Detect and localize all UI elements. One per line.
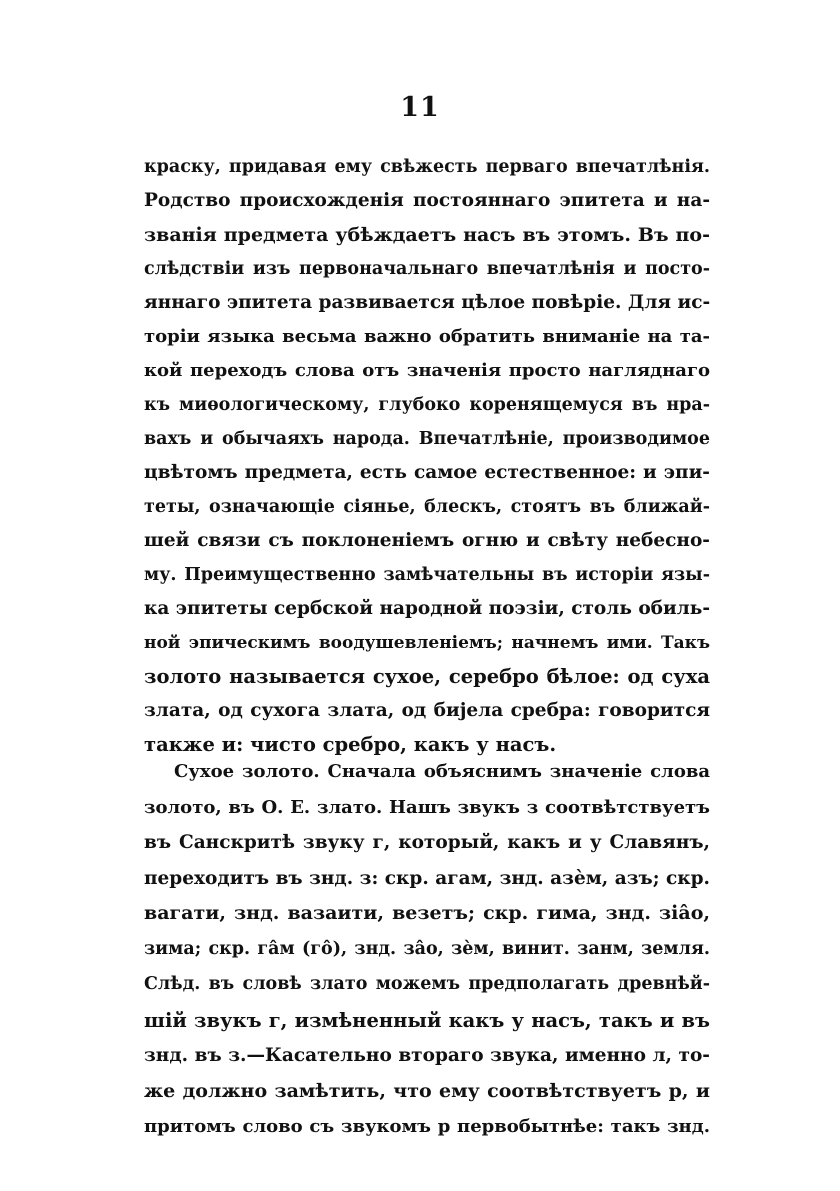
text-line: Слѣд. въ словѣ злато можемъ предполагать древнѣй- [144,974,710,994]
paragraph-1 [144,150,710,762]
text-line: Родство происхожденія постояннаго эпитета и на- [144,190,710,211]
text-line: му. Преимущественно замѣчательны въ исторіи язы- [144,565,710,585]
text-line: переходитъ въ знд. з: скр. агам, знд. азѐм, азъ; скр. [144,867,710,889]
text-line: золото, въ О. Е. злато. Нашъ звукъ з соотвѣтствуетъ [144,796,710,818]
text-line: въ Санскритѣ звуку г, который, какъ и у Славянъ, [144,832,710,853]
paragraph-2 [144,754,710,1145]
text-line: цвѣтомъ предмета, есть самое естественное: и эпи- [144,462,710,483]
text-line: краску, придавая ему свѣжесть перваго впечатлѣнія. [144,157,710,177]
text-line: ной эпическимъ воодушевленіемъ; начнемъ ими. Такъ [144,633,710,653]
text-line: притомъ слово съ звукомъ р первобытнѣе: такъ знд. [144,1116,710,1137]
text-line: званія предмета убѣждаетъ насъ въ этомъ. Въ по- [144,224,710,246]
text-line: слѣдствіи изъ первоначальнаго впечатлѣнія и посто- [144,259,710,279]
text-line: золото называется сухое, серебро бѣлое: од суха [144,665,710,688]
text-line: злата, од сухога злата, од бијела сребра: говорится [144,700,710,721]
text-line: ка эпитеты сербской народной поэзіи, столь обиль- [144,598,710,619]
text-line: торіи языка весьма важно обратить вниманіе на та- [144,326,710,347]
text-line: же должно замѣтить, что ему соотвѣтствуетъ р, и [144,1079,710,1102]
text-line: вагати, знд. вазаити, везетъ; скр. гима, знд. зіâо, [144,902,710,924]
page-number: 11 [400,92,440,123]
text-line: къ миѳологическому, глубоко коренящемуся въ нра- [144,395,710,415]
text-line: вахъ и обычаяхъ народа. Впечатлѣніе, производимое [144,429,710,449]
text-line: яннаго эпитета развивается цѣлое повѣріе. Для ис- [144,292,711,313]
text-line: Сухое золото. Сначала объяснимъ значеніе слова [174,761,710,782]
text-line: кой переходъ слова отъ значенія просто нагляднаго [144,360,710,381]
text-line: шій звукъ г, измѣненный какъ у насъ, такъ и въ [144,1008,710,1032]
text-line: зима; скр. гâм (гô), знд. зâо, зѐм, винит. занм, земля. [144,938,710,959]
text-line: шей связи съ поклоненіемъ огню и свѣту небесно- [144,530,710,551]
text-line: также и: чисто сребро, какъ у насъ. [144,733,557,756]
text-line: знд. въ з.—Касательно втораго звука, именно л, то- [144,1045,710,1066]
text-line: теты, означающіе сіянье, блескъ, стоятъ въ ближай- [144,497,710,517]
